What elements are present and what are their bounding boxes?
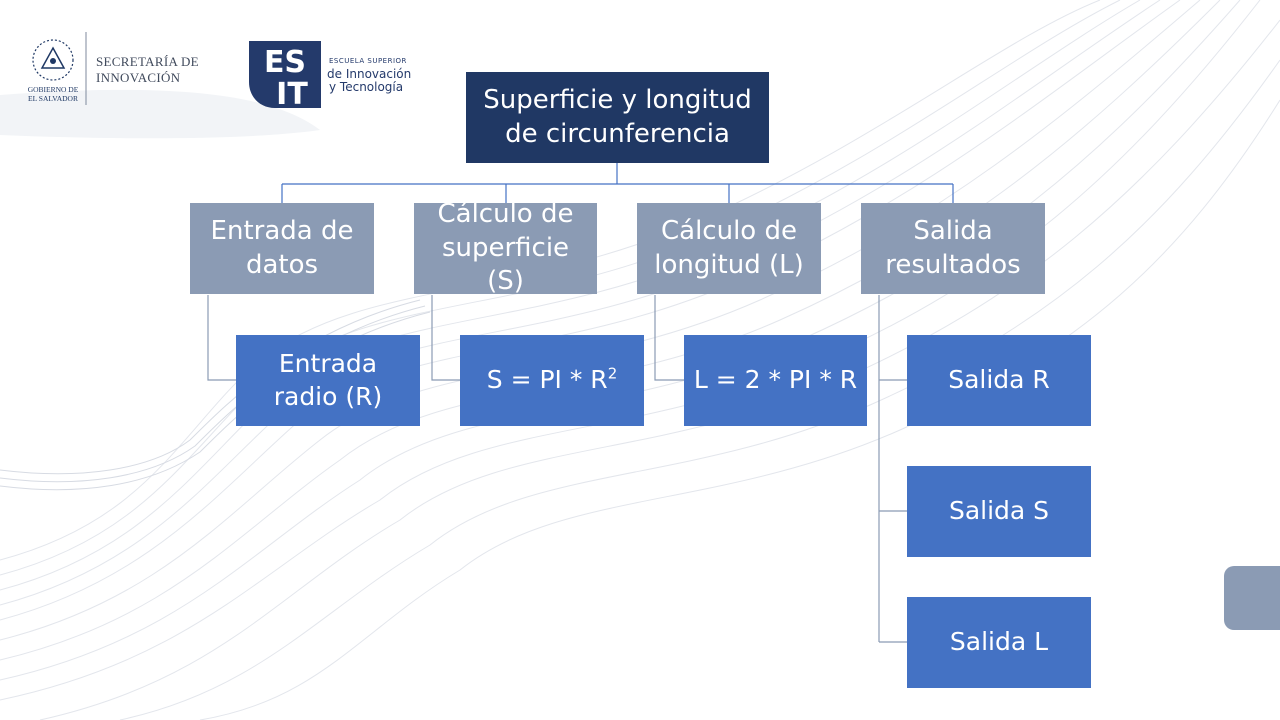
esit-name-line2: y Tecnología (329, 80, 404, 94)
node-entrada-datos-line2: datos (245, 249, 319, 280)
gov-name-line2: EL SALVADOR (28, 94, 78, 103)
gov-dept-line1: SECRETARÍA DE (96, 54, 199, 69)
node-salida-l-text: Salida L (949, 627, 1049, 657)
node-entrada-datos (190, 203, 374, 294)
node-calculo-superficie-line2: superficie (S) (441, 232, 570, 297)
node-entrada-radio-line1: Entrada (278, 349, 378, 378)
node-salida-r-text: Salida R (948, 365, 1050, 395)
node-salida-s (907, 466, 1091, 557)
root-node (466, 72, 769, 163)
node-formula-longitud (684, 335, 867, 426)
node-salida-l (907, 597, 1091, 688)
node-entrada-datos-line1: Entrada de (210, 215, 354, 246)
formula-superficie-text: S = PI * R (486, 365, 608, 395)
gov-dept-line2: INNOVACIÓN (96, 70, 181, 85)
side-tab (1224, 566, 1280, 630)
node-salida-resultados-line2: resultados (885, 249, 1021, 280)
svg-text:ES: ES (263, 45, 307, 80)
node-calculo-longitud-line1: Cálculo de (661, 215, 797, 246)
svg-text:IT: IT (276, 77, 308, 112)
esit-name-line1: de Innovación (327, 67, 412, 81)
node-calculo-superficie-line1: Cálculo de (437, 198, 574, 229)
node-salida-s-text: Salida S (948, 496, 1050, 526)
node-salida-resultados (861, 203, 1045, 294)
node-entrada-radio-line2: radio (R) (273, 381, 383, 411)
formula-longitud-text: L = 2 * PI * R (693, 365, 858, 395)
root-node-line1: Superficie y longitud (483, 84, 752, 115)
node-salida-r (907, 335, 1091, 426)
gov-name-line1: GOBIERNO DE (27, 85, 79, 94)
node-entrada-radio (236, 335, 420, 426)
esit-subtitle: ESCUELA SUPERIOR (329, 57, 407, 65)
node-calculo-superficie (414, 198, 597, 297)
node-calculo-longitud (637, 203, 821, 294)
node-salida-resultados-line1: Salida (913, 215, 993, 246)
root-node-line2: de circunferencia (505, 118, 730, 149)
node-formula-superficie (460, 335, 644, 426)
formula-superficie-exponent: 2 (607, 364, 618, 383)
node-calculo-longitud-line2: longitud (L) (654, 249, 804, 280)
